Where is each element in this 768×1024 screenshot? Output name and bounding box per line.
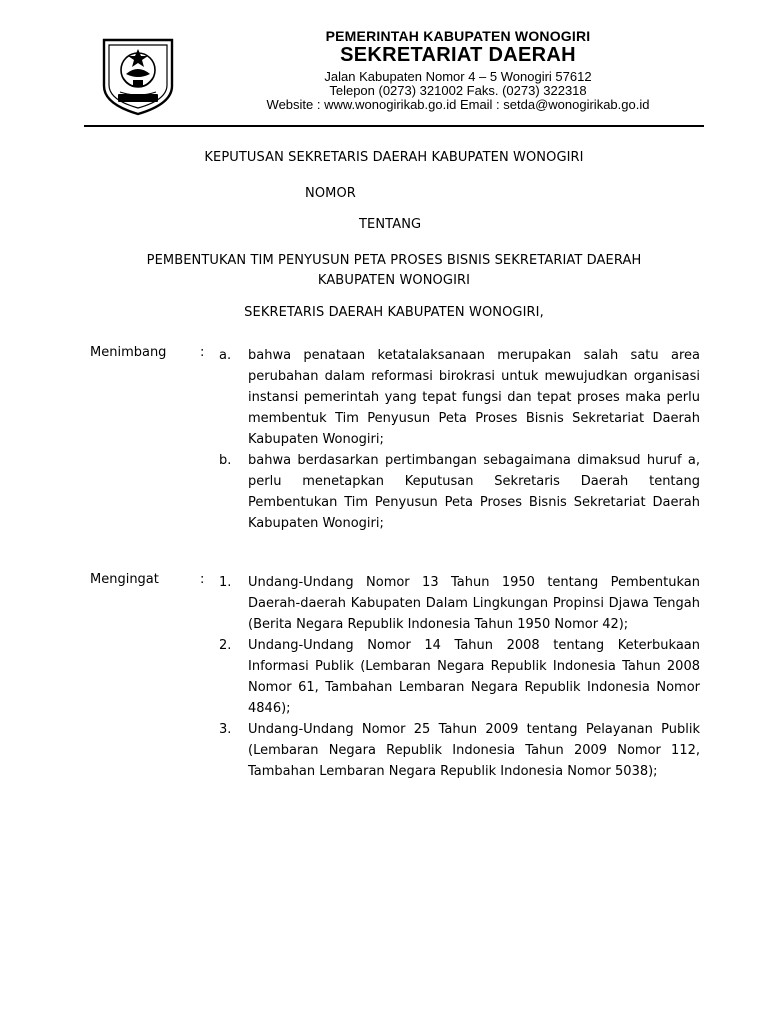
item-text: bahwa penataan ketatalaksanaan merupakan salah satu area perubahan dalam reformasi birokrasi untuk mewujudkan organisasi instansi pemerintah yang tepat fungsi dan tepat proses maka perlu membentuk Tim Penyusun Peta Proses Bisnis Sekretariat Daerah Kabupaten Wonogiri; — [248, 348, 700, 447]
letterhead-address: Jalan Kabupaten Nomor 4 – 5 Wonogiri 57612 — [324, 69, 592, 84]
letterhead-divider — [84, 125, 704, 127]
item-text: Undang-Undang Nomor 13 Tahun 1950 tentang Pembentukan Daerah-daerah Kabupaten Dalam Lingkungan Propinsi Djawa Tengah (Berita Negara Republik Indonesia Tahun 1950 Nomor 42); — [248, 575, 700, 632]
subject-line-1: PEMBENTUKAN TIM PENYUSUN PETA PROSES BISNIS SEKRETARIAT DAERAH — [146, 253, 642, 268]
menimbang-label: Menimbang — [90, 345, 167, 360]
list-item — [219, 345, 700, 450]
item-marker: b. — [219, 453, 232, 468]
list-item — [219, 635, 700, 719]
mengingat-list — [219, 572, 700, 782]
list-item — [219, 719, 700, 782]
mengingat-colon: : — [200, 572, 205, 587]
about-label: TENTANG — [359, 217, 422, 232]
item-text: bahwa berdasarkan pertimbangan sebagaimana dimaksud huruf a, perlu menetapkan Keputusan Sekretaris Daerah tentang Pembentukan Tim Penyusun Peta Proses Bisnis Sekretariat Daerah Kabupaten Wonogiri; — [248, 453, 700, 531]
authority-line: SEKRETARIS DAERAH KABUPATEN WONOGIRI, — [244, 305, 544, 320]
letterhead-phone: Telepon (0273) 321002 Faks. (0273) 322318 — [329, 83, 587, 98]
list-item — [219, 572, 700, 635]
item-marker: a. — [219, 348, 232, 363]
item-text: Undang-Undang Nomor 25 Tahun 2009 tentang Pelayanan Publik (Lembaran Negara Republik Indonesia Tahun 2009 Nomor 112, Tambahan Lembaran Negara Republik Indonesia Nomor 5038); — [248, 722, 700, 779]
subject-line-2: KABUPATEN WONOGIRI — [317, 273, 471, 288]
item-text: Undang-Undang Nomor 14 Tahun 2008 tentang Keterbukaan Informasi Publik (Lembaran Negara Republik Indonesia Tahun 2008 Nomor 61, Tambahan Lembaran Negara Republik Indonesia Nomor 4846); — [248, 638, 700, 716]
regency-emblem-icon — [96, 34, 180, 118]
letterhead-department: SEKRETARIAT DAERAH — [340, 44, 576, 66]
letterhead-website: Website : www.wonogirikab.go.id Email : setda@wonogirikab.go.id — [266, 97, 650, 112]
list-item — [219, 450, 700, 534]
item-marker: 1. — [219, 575, 232, 590]
number-label: NOMOR — [305, 186, 356, 201]
item-marker: 3. — [219, 722, 232, 737]
menimbang-list — [219, 345, 700, 534]
menimbang-colon: : — [200, 345, 205, 360]
mengingat-label: Mengingat — [90, 572, 159, 587]
decree-title: KEPUTUSAN SEKRETARIS DAERAH KABUPATEN WONOGIRI — [204, 150, 584, 165]
letterhead-government: PEMERINTAH KABUPATEN WONOGIRI — [325, 28, 591, 44]
item-marker: 2. — [219, 638, 232, 653]
